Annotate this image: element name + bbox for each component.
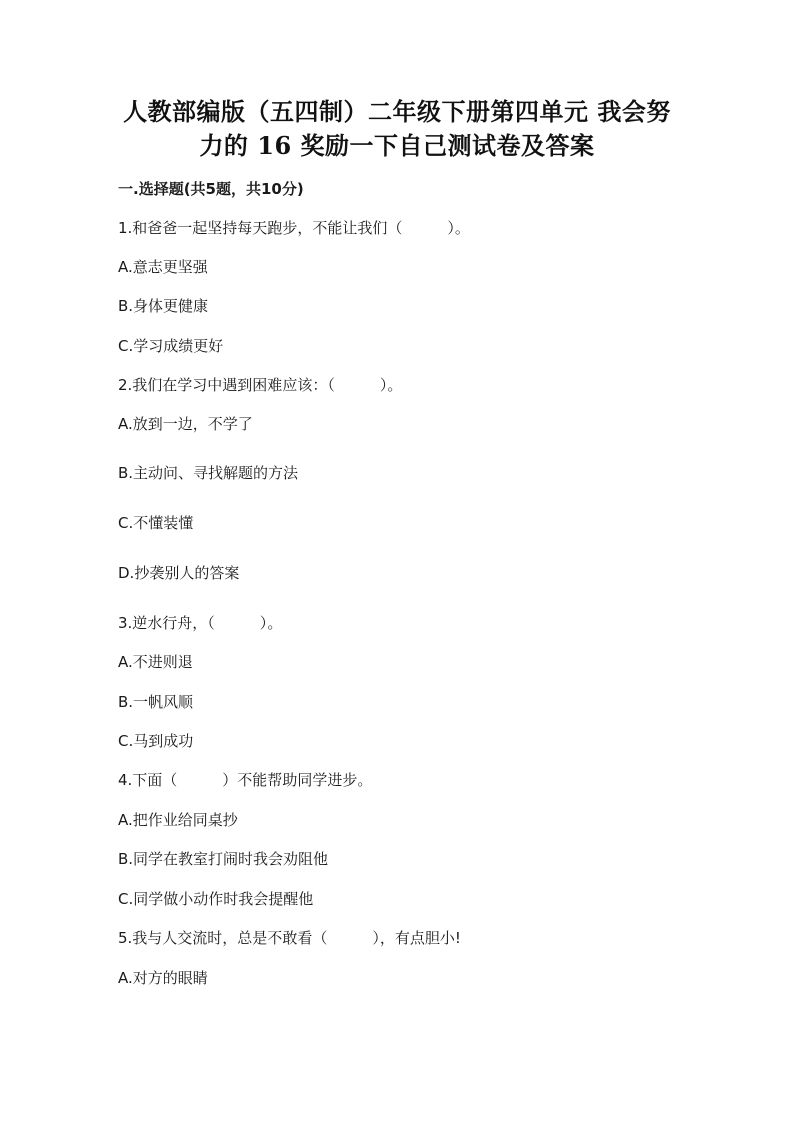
- question-stem-3: 3.逆水行舟，（ ）。: [118, 614, 283, 632]
- question-4-option-b: B.同学在教室打闹时我会劝阻他: [118, 850, 329, 868]
- question-2-option-c: C.不懂装懂: [118, 514, 194, 532]
- question-1-option-c: C.学习成绩更好: [118, 337, 224, 355]
- page-title-line-1: 人教部编版（五四制）二年级下册第四单元 我会努: [123, 97, 671, 126]
- question-stem-5: 5.我与人交流时，总是不敢看（ ），有点胆小!: [118, 929, 461, 947]
- page-title-line-2: 力的 16 奖励一下自己测试卷及答案: [199, 131, 595, 160]
- question-4-option-c: C.同学做小动作时我会提醒他: [118, 890, 314, 908]
- question-2-option-a: A.放到一边，不学了: [118, 415, 253, 433]
- question-3-option-b: B.一帆风顺: [118, 693, 194, 711]
- question-stem-4: 4.下面（ ）不能帮助同学进步。: [118, 771, 373, 789]
- question-4-option-a: A.把作业给同桌抄: [118, 811, 238, 829]
- question-stem-2: 2.我们在学习中遇到困难应该：（ ）。: [118, 376, 403, 394]
- question-1-option-a: A.意志更坚强: [118, 258, 208, 276]
- question-2-option-b: B.主动问、寻找解题的方法: [118, 464, 299, 482]
- question-3-option-a: A.不进则退: [118, 653, 193, 671]
- question-stem-1: 1.和爸爸一起坚持每天跑步，不能让我们（ ）。: [118, 219, 470, 237]
- question-5-option-a: A.对方的眼睛: [118, 969, 208, 987]
- question-3-option-c: C.马到成功: [118, 732, 194, 750]
- question-2-option-d: D.抄袭别人的答案: [118, 564, 240, 582]
- section-heading: 一.选择题(共5题，共10分): [118, 180, 304, 198]
- question-1-option-b: B.身体更健康: [118, 297, 209, 315]
